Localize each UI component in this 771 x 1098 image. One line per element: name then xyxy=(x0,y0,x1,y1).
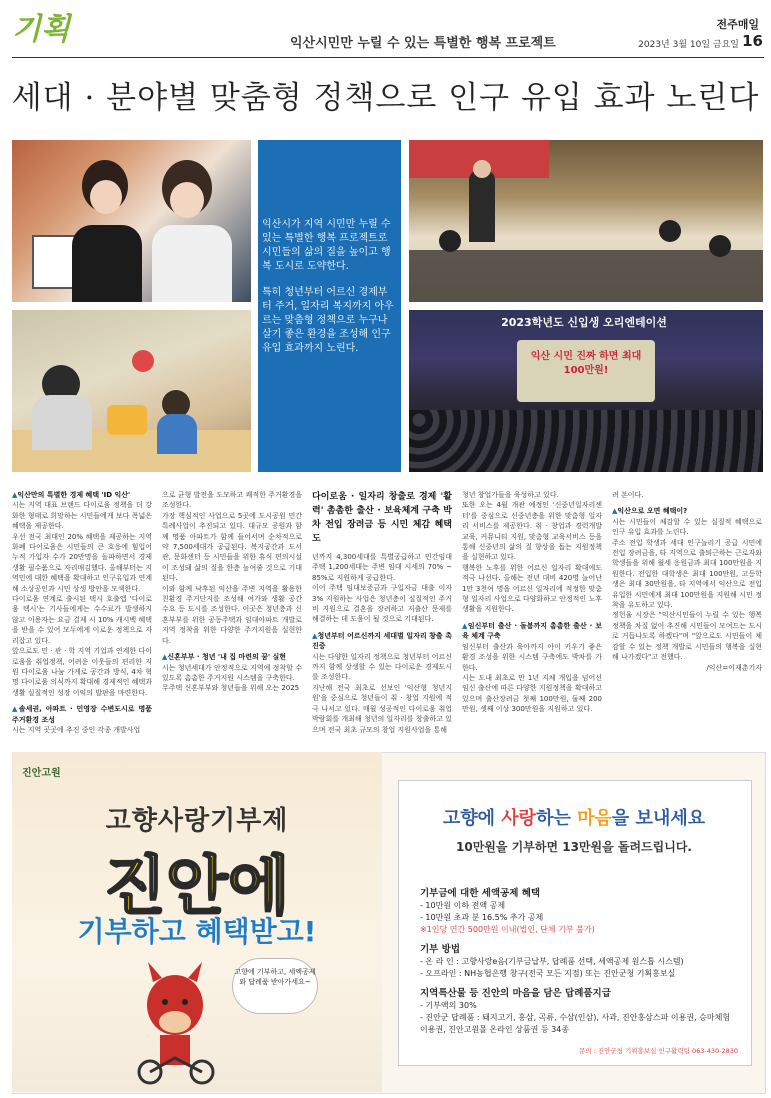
paragraph: 시는 시민들이 체감할 수 있는 실질적 혜택으로 인구 유입 효과를 노린다. xyxy=(612,517,762,537)
subheading: ▲신혼부부 · 청년 '내 집 마련의 꿈' 실현 xyxy=(162,653,287,662)
subheading: ▲익산만의 특별한 경제 혜택 'ID 익산' xyxy=(12,491,131,499)
summary-paragraph-1: 익산시가 지역 시민만 누릴 수 있는 특별한 행복 프로젝트로 시민들의 삶의 질을 높이고 행복 도시로 도약한다. xyxy=(262,219,391,272)
paragraph: 시는 다양한 일자리 정책으로 청년부터 어르신까지 함께 상생할 수 있는 다이로운 경제도시를 조성한다. xyxy=(312,652,452,682)
subheading: ▲임신부터 출산 · 돌봄까지 촘촘한 출산 · 보육 체계 구축 xyxy=(462,621,602,641)
orientation-screen: 익산 시민 진짜 하면 최대 100만원! xyxy=(530,351,642,376)
ad-line: - 오프라인 : NH농협은행 창구(전국 모든 지점) 또는 진안군청 기획홍보실 xyxy=(420,969,676,978)
ad-info-body xyxy=(420,880,740,1036)
paragraph: 이와 함께 낙후된 익산을 주변 지역을 활용한 친환경 주거단지를 조성해 여가와 생활 공간 수요 등 도시를 조성한다. 이곳은 청년층과 신혼부부를 위한 공동주택과 임대아파트 개발로 지역 정착을 위한 다양한 주거지원을 실현한다. xyxy=(162,584,302,645)
paragraph: 년까지 4,300세대를 특별공급하고 민간임대주택 1,200세대는 주변 임대 시세의 70% ~ 85%로 지원하게 공급한다. xyxy=(312,553,452,582)
newspaper-name: 전주매일 xyxy=(716,18,759,31)
paragraph: 우선 전국 최대인 20% 혜택을 제공하는 지역화폐 다이로움은 시민들의 큰 호응에 힘입어 누적 가입자 수가 20만명을 돌파하면서 경제생활 필수품으로 자리매김했다. 올해부터는 지역민에 대한 혜택을 확대하고 인구유입과 연계해 소상공인과 시민 상생 방안을 모색한다. xyxy=(12,532,152,593)
paragraph: 가장 핵심적인 사업으로 5곳에 도시공원 민간특례사업이 추진되고 있다. 대규모 공원과 함께 명품 아파트가 함께 들어서며 순차적으로 약 7,500세대가 공급된다. 복지공간과 도서관, 문화센터 등 시민들을 위한 휴식 편의시설이 조성돼 삶의 질을 한층 높여줄 것으로 기대된다. xyxy=(162,511,302,583)
paragraph: 무주택 신혼부부와 청년들을 위해 오는 2025 xyxy=(162,684,300,693)
byline: /익산=이재춘기자 xyxy=(706,663,762,672)
photo-orientation xyxy=(409,310,763,472)
paragraph: 또한 오는 4월 개관 예정인 '신중년일자리센터'를 중심으로 신중년층을 위한 맞춤형 일자리 서비스를 제공한다. 취 · 창업과 경력개발 교육, 커뮤니티 지원, 맞춤형 교육서비스 등을 통해 신중년의 삶의 질 향상을 돕는 지원정책을 실현하고 있다. xyxy=(462,501,602,562)
subheading: ▲솔세권, 아파트 · 민영장 수변도시로 명품 주거환경 조성 xyxy=(12,705,152,724)
header-title: 익산시민만 누릴 수 있는 특별한 행복 프로젝트 xyxy=(290,36,556,51)
article-column-4 xyxy=(462,490,602,715)
paragraph: 려 본이다. xyxy=(612,491,644,499)
article-column-2 xyxy=(162,490,302,694)
paragraph: 시는 도내 최초로 만 1년 지체 개입을 넘어선 임신 출산에 따른 다양한 지원정책을 확대하고 있으며 출산장려금 첫째 100만원, 둘째 200만원, 셋째 이상 300만원을 지원하고 있다. xyxy=(462,673,602,714)
ad-title-3: 기부하고 혜택받고! xyxy=(77,915,317,948)
ad-line: - 10만원 이하 전액 공제 xyxy=(420,901,506,910)
ad-county-logo: 진안고원 xyxy=(22,768,61,779)
article-column-5 xyxy=(612,490,762,673)
paragraph: 다이로움 연계로 출시된 택시 호출앱 '다이로움 택시'는 기사들에게는 수수료가 발생하지 않고 이용자는 요금 결제 시 10% 캐시백 혜택을 받을 수 있어 모두에게 이로운 정책으로 자리잡고 있다. xyxy=(12,595,152,645)
ad-contact: 문의 : 진안군청 기획홍보실 인구활력팀 063-430-2830 xyxy=(578,1047,738,1055)
ad-title-1: 고향사랑기부제 xyxy=(105,806,289,836)
ad-info-subheading: 10만원을 기부하면 13만원을 돌려드립니다. xyxy=(456,840,692,854)
paragraph: 지난해 전국 최초로 선보인 '익산형 청년지원'을 중심으로 청년들이 취 · 창업 지원에 적극 나서고 있다. 매월 성공적인 다이로움 취업박람회를 개최해 청년의 일자리를 창출하고 있으며 전국 최초 규모의 창업 지원사업을 통해 xyxy=(312,683,452,734)
paragraph: 시는 지역 대표 브랜드 다이로움 정책을 더 강화한 형태로 희망하는 시민들에게 보다 폭넓은 혜택을 제공한다. xyxy=(12,501,152,531)
paragraph: 시는 청년세대가 안정적으로 지역에 정착할 수 있도록 촘촘한 주거지원 시스템을 구축한다. xyxy=(162,663,302,682)
subheading: ▲익산으로 오면 혜택이? xyxy=(612,507,688,516)
photo-nursery xyxy=(12,310,251,472)
page-number: 16 xyxy=(742,32,763,50)
ad-section-gift: 지역특산물 등 진안의 마음을 담은 답례품지급 xyxy=(420,988,611,999)
paragraph: 행복한 노후를 위한 어르신 일자리 확대에도 적극 나선다. 올해는 전년 대비 420명 늘어난 1만 3천여 명을 어르신 일자리에 적정한 맞춤형 일자리 사업으로 다양화하고 안정적인 노후생활을 지원한다. xyxy=(462,563,602,614)
orientation-banner: 2023학년도 신입생 오리엔테이션 xyxy=(501,316,667,329)
header-divider xyxy=(12,57,764,58)
paragraph: 이어 주택 임대보증금과 구입자금 대출 이자 3% 지원하는 사업은 청년층이 실질적인 주거비 지원으로 결혼을 장려하고 저출산 문제를 해결하는 데 도움이 될 것으로 기대된다. xyxy=(312,584,452,624)
paragraph: 주소 전입 학생과 세대 인구늘리기 공급 시민에 전입 장려금을, 타 지역으로 출퇴근하는 근로자와 학생들을 위해 월세 응원금과 최대 100만원을 지원한다. 전입한 대학생은 최대 100만원, 고등학생은 최대 30만원을, 타 지역에서 익산으로 전입 유입한 시민에게 최대 100만원을 지원해 시민 정착을 유도하고 있다. xyxy=(612,538,762,610)
issue-date: 2023년 3월 10일 금요일 xyxy=(638,40,739,50)
ad-info-heading: 고향에 사랑하는 마음을 보내세요 xyxy=(442,808,706,829)
article-column-1 xyxy=(12,490,152,735)
paragraph: 정헌율 시장은 "익산시민들이 누릴 수 있는 행복 정책을 차질 없이 추진해 시민들이 모여드는 도시로 거듭나도록 하겠다"며 "앞으로도 시민들이 체감할 수 있는 정책 개발로 시민들의 행복을 실현해 나가겠다"고 전했다. xyxy=(612,611,762,662)
paragraph: 으로 균형 발전을 도모하고 쾌적한 주거환경을 조성한다. xyxy=(162,491,302,510)
ad-line: ※1인당 연간 500만원 이내(법인, 단체 기부 불가) xyxy=(420,925,595,934)
paragraph: 청년 창업가들을 육성하고 있다. xyxy=(462,491,559,499)
section-logo: 기획 xyxy=(12,12,70,47)
paragraph: 시는 지역 곳곳에 추진 중인 각종 개발사업 xyxy=(12,725,141,734)
paragraph: 앞으로도 민 · 관 · 학 지역 기업과 연계한 다이로움을 취업정책, 어려운 이웃들의 편리한 지원 다이로움 나눔 가게로 공간과 방식, 4차 혁명 다이로움 의식까지 확대해 경제적인 혜택과 생활 실질적인 성장 이익의 발판을 마련한다. xyxy=(12,647,152,697)
ad-line: - 온 라 인 : 고향사랑e음(기부금납부, 답례품 선택, 세액공제 원스톱 시스템) xyxy=(420,957,684,966)
ad-section-method: 기부 방법 xyxy=(420,944,461,955)
ad-line: - 진안군 답례품 : 돼지고기, 홍삼, 곡류, 수삼(인삼), 사과, 진안홍삼스파 이용권, 승마체험 이용권, 진안고원몰 온라인 상품권 등 34종 xyxy=(420,1013,731,1034)
horse-mascot-icon xyxy=(120,960,230,1085)
photo-shop-qr xyxy=(12,140,251,302)
ad-line: - 기부액의 30% xyxy=(420,1001,477,1010)
article-deck: 다이로움 · 일자리 창출로 경제 '활력' 촘촘한 출산 · 보육체계 구축 박차 전입 장려금 등 시민 체감 혜택도 xyxy=(312,492,452,544)
headline: 세대 · 분야별 맞춤형 정책으로 인구 유입 효과 노린다 xyxy=(11,80,760,116)
article-column-3 xyxy=(312,490,452,735)
subheading: ▲청년부터 어르신까지 세대별 일자리 창출 촉진중 xyxy=(312,631,453,651)
ad-title-2: 진안에 xyxy=(104,850,290,924)
ad-line: - 10만원 초과 분 16.5% 추가 공제 xyxy=(420,913,544,922)
summary-paragraph-2: 특히 청년부터 어르신 경제부터 주거, 일자리 복지까지 아우르는 맞춤형 정책으로 누구나 살기 좋은 환경을 조성해 인구 유입 효과까지 노린다. xyxy=(262,287,394,354)
ad-section-tax: 기부금에 대한 세액공제 혜택 xyxy=(420,888,541,899)
ad-speech-bubble: 고향에 기부하고, 세액공제와 답례품 받아가세요~ xyxy=(232,958,318,1014)
paragraph: 임신부터 출산과 육아까지 아이 키우기 좋은 환경 조성을 위한 시스템 구축에도 박차를 가한다. xyxy=(462,642,602,672)
summary-text xyxy=(262,218,394,368)
photo-job-fair xyxy=(409,140,763,302)
